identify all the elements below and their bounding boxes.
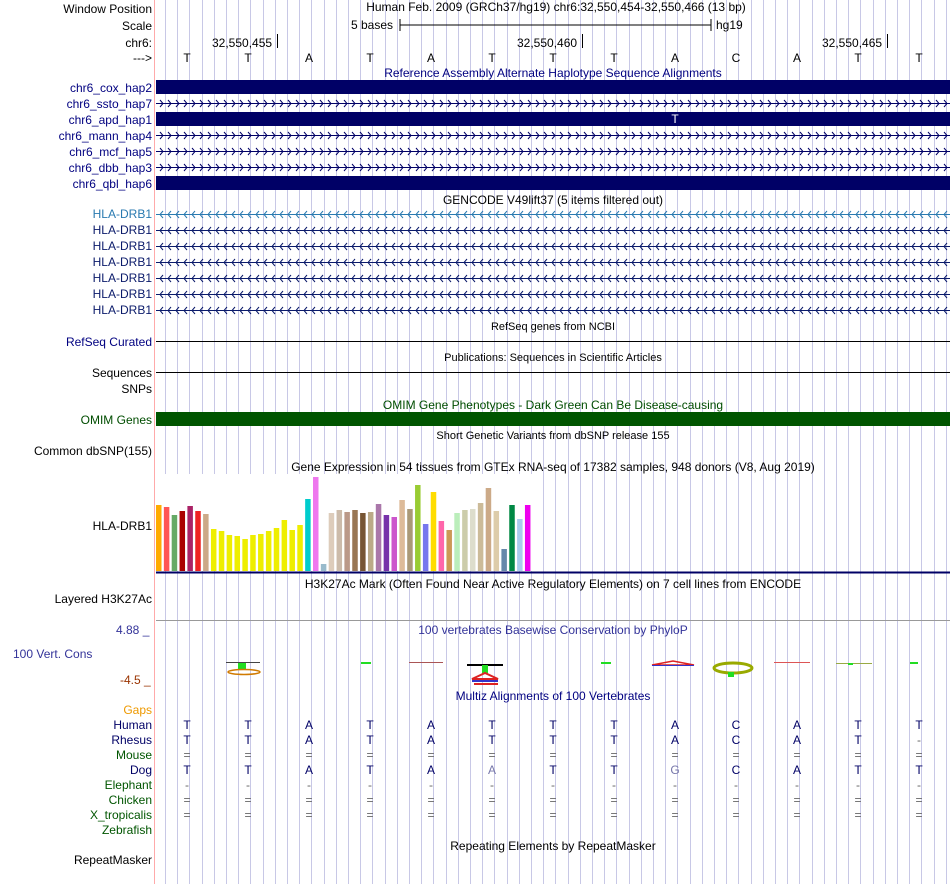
multiz-base: = [915,808,923,822]
alt-hap-label[interactable]: chr6_dbb_hap3 [68,161,152,175]
logo-pos-9 [652,661,694,665]
ref-base: A [792,51,801,65]
gencode-transcript-label[interactable]: HLA-DRB1 [92,271,152,285]
multiz-base: = [732,793,740,807]
gtex-bar-chart[interactable] [156,474,950,574]
multiz-base: A [304,733,313,747]
gtex-tissue-bar[interactable] [235,536,241,571]
multiz-base: C [731,718,741,732]
h3k27ac-title[interactable]: H3K27Ac Mark (Often Found Near Active Regulatory Elements) on 7 cell lines from ENCODE [304,577,802,591]
gtex-tissue-bar[interactable] [470,509,476,571]
multiz-base: = [305,793,313,807]
multiz-base: T [549,733,557,747]
multiz-base: - [490,778,494,792]
gtex-tissue-bar[interactable] [352,510,358,571]
multiz-base: = [671,793,679,807]
logo-pos-2 [226,662,260,675]
gencode-transcript-label[interactable]: HLA-DRB1 [92,239,152,253]
multiz-base: = [366,748,374,762]
multiz-base: A [304,763,313,777]
publications-title[interactable]: Publications: Sequences in Scientific Articles [444,352,662,364]
gencode-transcript-arrows[interactable] [156,223,950,237]
gtex-tissue-bar[interactable] [399,500,405,571]
gtex-tissue-bar[interactable] [360,513,366,571]
phylop-title[interactable]: 100 vertebrates Basewise Conservation by PhyloP [418,623,688,637]
multiz-base: A [792,718,801,732]
alt-hap-label[interactable]: chr6_mann_hap4 [58,129,152,143]
gencode-transcript-label[interactable]: HLA-DRB1 [92,303,152,317]
gtex-tissue-bar[interactable] [501,549,507,571]
publications-label[interactable]: Sequences [91,366,152,380]
phylop-label[interactable]: 100 Vert. Cons [13,647,93,661]
multiz-base: T [915,718,923,732]
ref-base: T [366,51,374,65]
multiz-base: - [368,778,372,792]
multiz-base: T [183,718,191,732]
multiz-base: - [307,778,311,792]
multiz-species-label[interactable]: X_tropicalis [89,808,152,822]
ref-base: T [549,51,557,65]
ref-base: T [488,51,496,65]
multiz-species-label[interactable]: Chicken [108,793,152,807]
gtex-tissue-bar[interactable] [227,535,233,571]
refseq-title[interactable]: RefSeq genes from NCBI [490,321,616,333]
multiz-base: T [488,718,496,732]
alt-hap-title[interactable]: Reference Assembly Alternate Haplotype Sequence Alignments [384,66,722,80]
multiz-base: = [549,808,557,822]
scale-bar [398,18,714,32]
gtex-tissue-bar[interactable] [156,505,162,571]
gtex-tissue-bar[interactable] [266,531,272,571]
gencode-transcript-label[interactable]: HLA-DRB1 [92,287,152,301]
omim-bar[interactable] [156,412,950,426]
gtex-tissue-bar[interactable] [446,530,452,571]
dbsnp-label[interactable]: Common dbSNP(155) [33,444,152,458]
multiz-base: = [244,808,252,822]
multiz-base: A [792,763,801,777]
multiz-base: T [244,718,252,732]
coord-label-2: 32,550,460 [517,36,578,50]
gtex-tissue-bar[interactable] [462,510,468,571]
multiz-base: = [488,748,496,762]
multiz-base: - [856,778,860,792]
multiz-base: = [854,808,862,822]
multiz-base: = [488,808,496,822]
h3k27ac-label[interactable]: Layered H3K27Ac [54,592,152,606]
refseq-line[interactable] [156,341,950,342]
multiz-base: = [427,793,435,807]
coord-tick-1 [277,34,278,48]
multiz-base: T [488,733,496,747]
gtex-tissue-bar[interactable] [297,525,303,571]
alt-hap-bar[interactable] [156,112,950,126]
multiz-title[interactable]: Multiz Alignments of 100 Vertebrates [455,689,651,703]
gtex-label[interactable]: HLA-DRB1 [92,519,152,533]
multiz-base: T [244,733,252,747]
multiz-base: - [917,778,921,792]
multiz-base: T [915,763,923,777]
multiz-base: A [426,733,435,747]
phylop-ymin: -4.5 _ [120,673,151,687]
multiz-base: C [731,733,741,747]
multiz-base: A [426,718,435,732]
gtex-tissue-bar[interactable] [431,492,437,571]
gtex-tissue-bar[interactable] [494,511,500,571]
coord-tick-2 [582,34,583,48]
gencode-transcript-arrows[interactable] [156,287,950,301]
scale-db: hg19 [716,18,743,32]
multiz-base: = [244,748,252,762]
multiz-base: = [854,793,862,807]
multiz-base: = [305,748,313,762]
multiz-base: A [670,733,679,747]
multiz-base: A [670,718,679,732]
gencode-transcript-arrows[interactable] [156,255,950,269]
dbsnp-title[interactable]: Short Genetic Variants from dbSNP release 155 [436,430,670,442]
gtex-tissue-bar[interactable] [337,510,343,571]
gtex-tissue-bar[interactable] [376,504,382,571]
multiz-base: A [304,718,313,732]
multiz-base: - [185,778,189,792]
gtex-title[interactable]: Gene Expression in 54 tissues from GTEx RNA-seq of 17382 samples, 948 donors (V8, Aug 2019) [291,460,815,474]
alt-hap-label[interactable]: chr6_apd_hap1 [68,113,152,127]
multiz-base: = [732,808,740,822]
multiz-base: T [854,763,862,777]
ref-base: T [915,51,923,65]
h3k27ac-baseline [156,620,950,621]
omim-label[interactable]: OMIM Genes [80,413,152,427]
multiz-base: A [792,733,801,747]
window-position-label: Window Position [63,2,152,16]
scale-value: 5 bases [351,18,394,32]
multiz-base: = [305,808,313,822]
alt-hap-arrows[interactable] [156,128,950,142]
gtex-tissue-bar[interactable] [250,535,256,571]
multiz-base: G [670,763,680,777]
gencode-transcript-arrows[interactable] [156,239,950,253]
chrom-label: chr6: [125,36,152,50]
multiz-base: = [183,808,191,822]
multiz-base: - [246,778,250,792]
multiz-base: T [366,718,374,732]
alt-hap-arrows[interactable] [156,160,950,174]
window-position-value: Human Feb. 2009 (GRCh37/hg19) chr6:32,550,454-32,550,466 (13 bp) [366,0,746,14]
multiz-base: T [549,718,557,732]
logo-pos-5 [409,662,443,663]
gtex-tissue-bar[interactable] [368,512,374,571]
multiz-base: T [610,733,618,747]
gtex-tissue-bar[interactable] [415,485,421,571]
multiz-base: T [610,763,618,777]
multiz-base: = [793,748,801,762]
multiz-base: C [731,763,741,777]
multiz-base: T [183,733,191,747]
multiz-base: T [244,763,252,777]
gtex-tissue-bar[interactable] [439,521,445,571]
multiz-base: = [244,793,252,807]
gencode-title[interactable]: GENCODE V49lift37 (5 items filtered out) [442,193,664,207]
alt-hap-arrows[interactable] [156,96,950,110]
multiz-base: - [551,778,555,792]
logo-pos-4 [361,662,371,664]
gtex-tissue-bar[interactable] [454,513,460,571]
multiz-base: = [427,808,435,822]
multiz-base: T [183,763,191,777]
alt-hap-bar[interactable] [156,176,950,190]
alt-hap-label[interactable]: chr6_qbl_hap6 [72,177,152,191]
multiz-base: = [183,748,191,762]
multiz-base: = [549,793,557,807]
multiz-base: T [854,733,862,747]
logo-pos-10 [714,663,752,677]
gencode-transcript-arrows[interactable] [156,271,950,285]
multiz-base: = [366,793,374,807]
gencode-transcript-arrows[interactable] [156,303,950,317]
gtex-tissue-bar[interactable] [242,539,248,571]
multiz-base: = [854,748,862,762]
multiz-base: - [795,778,799,792]
logo-pos-11 [774,662,810,663]
multiz-species-label[interactable]: Rhesus [111,733,152,747]
multiz-base: = [793,808,801,822]
multiz-base: = [183,793,191,807]
alt-hap-mismatch-base: T [671,112,679,126]
gtex-tissue-bar[interactable] [305,499,311,571]
gtex-tissue-bar[interactable] [180,511,186,571]
multiz-base: T [854,718,862,732]
gencode-transcript-label[interactable]: HLA-DRB1 [92,255,152,269]
gtex-tissue-bar[interactable] [517,519,523,571]
ref-base: T [854,51,862,65]
multiz-base: - [734,778,738,792]
refseq-label[interactable]: RefSeq Curated [65,335,152,349]
coord-tick-3 [887,34,888,48]
ref-base: A [426,51,435,65]
gencode-transcript-arrows[interactable] [156,207,950,221]
alt-hap-bar[interactable] [156,80,950,94]
gtex-tissue-bar[interactable] [384,515,390,571]
multiz-base: = [915,748,923,762]
ref-base: T [183,51,191,65]
multiz-base: A [426,763,435,777]
multiz-base: T [366,763,374,777]
gtex-tissue-bar[interactable] [219,531,225,571]
gtex-tissue-bar[interactable] [289,530,295,571]
gtex-tissue-bar[interactable] [211,529,217,571]
multiz-base: - [612,778,616,792]
gtex-tissue-bar[interactable] [258,534,264,571]
multiz-species-label[interactable]: Zebrafish [101,823,152,837]
alt-hap-label[interactable]: chr6_cox_hap2 [69,81,152,95]
gtex-tissue-bar[interactable] [274,528,280,571]
multiz-base: = [610,808,618,822]
multiz-base: = [671,808,679,822]
repeatmasker-label[interactable]: RepeatMasker [73,853,152,867]
coord-label-3: 32,550,465 [822,36,883,50]
gtex-tissue-bar[interactable] [525,505,531,571]
multiz-base: = [366,808,374,822]
gtex-tissue-bar[interactable] [407,509,413,571]
multiz-base: T [610,718,618,732]
gtex-tissue-bar[interactable] [392,517,398,571]
omim-title[interactable]: OMIM Gene Phenotypes - Dark Green Can Be Disease-causing [382,398,724,412]
coord-label-1: 32,550,455 [212,36,273,50]
gtex-tissue-bar[interactable] [282,520,288,571]
gtex-tissue-bar[interactable] [313,477,319,571]
snps-label[interactable]: SNPs [121,382,152,396]
ref-base: A [670,51,679,65]
gtex-tissue-bar[interactable] [164,507,170,571]
gtex-tissue-bar[interactable] [423,524,429,571]
multiz-base: - [917,733,921,747]
multiz-species-label[interactable]: Elephant [104,778,152,792]
multiz-base: T [549,763,557,777]
logo-pos-13 [910,662,918,664]
multiz-base: = [488,793,496,807]
multiz-base: = [610,793,618,807]
ref-base: T [244,51,252,65]
gencode-transcript-label[interactable]: HLA-DRB1 [92,223,152,237]
multiz-base: = [793,793,801,807]
gtex-tissue-bar[interactable] [321,564,327,571]
logo-pos-6 [467,664,503,685]
multiz-base: = [732,748,740,762]
gtex-tissue-bar[interactable] [486,488,492,571]
gtex-tissue-bar[interactable] [195,511,201,571]
alt-hap-label[interactable]: chr6_ssto_hap7 [66,97,152,111]
multiz-base: = [427,748,435,762]
multiz-gaps-label[interactable]: Gaps [123,703,152,717]
gtex-tissue-bar[interactable] [187,506,193,571]
gencode-transcript-label[interactable]: HLA-DRB1 [92,207,152,221]
gtex-tissue-bar[interactable] [172,515,178,571]
multiz-base: = [610,748,618,762]
scale-label: Scale [121,19,152,33]
multiz-base: = [671,748,679,762]
phylop-logo-track[interactable] [156,655,950,689]
logo-pos-8 [601,662,611,664]
gtex-tissue-bar[interactable] [203,514,209,571]
multiz-base: - [429,778,433,792]
multiz-base: A [487,763,496,777]
gtex-tissue-bar[interactable] [509,505,515,571]
multiz-species-label[interactable]: Mouse [115,748,152,762]
logo-pos-12 [836,663,872,664]
publications-line[interactable] [156,372,950,373]
multiz-base: = [549,748,557,762]
multiz-species-label[interactable]: Human [113,718,152,732]
ref-base: T [610,51,618,65]
multiz-base: - [673,778,677,792]
multiz-species-label[interactable]: Dog [129,763,152,777]
gtex-tissue-bar[interactable] [344,512,350,571]
multiz-base: = [915,793,923,807]
alt-hap-arrows[interactable] [156,144,950,158]
gtex-tissue-bar[interactable] [329,513,335,571]
alt-hap-label[interactable]: chr6_mcf_hap5 [69,145,152,159]
ref-base: C [731,51,741,65]
multiz-base: T [366,733,374,747]
ref-base: A [304,51,313,65]
strand-label: ---> [133,51,152,65]
repeatmasker-title[interactable]: Repeating Elements by RepeatMasker [450,839,656,853]
gtex-tissue-bar[interactable] [478,503,484,571]
phylop-ymax: 4.88 _ [116,623,150,637]
